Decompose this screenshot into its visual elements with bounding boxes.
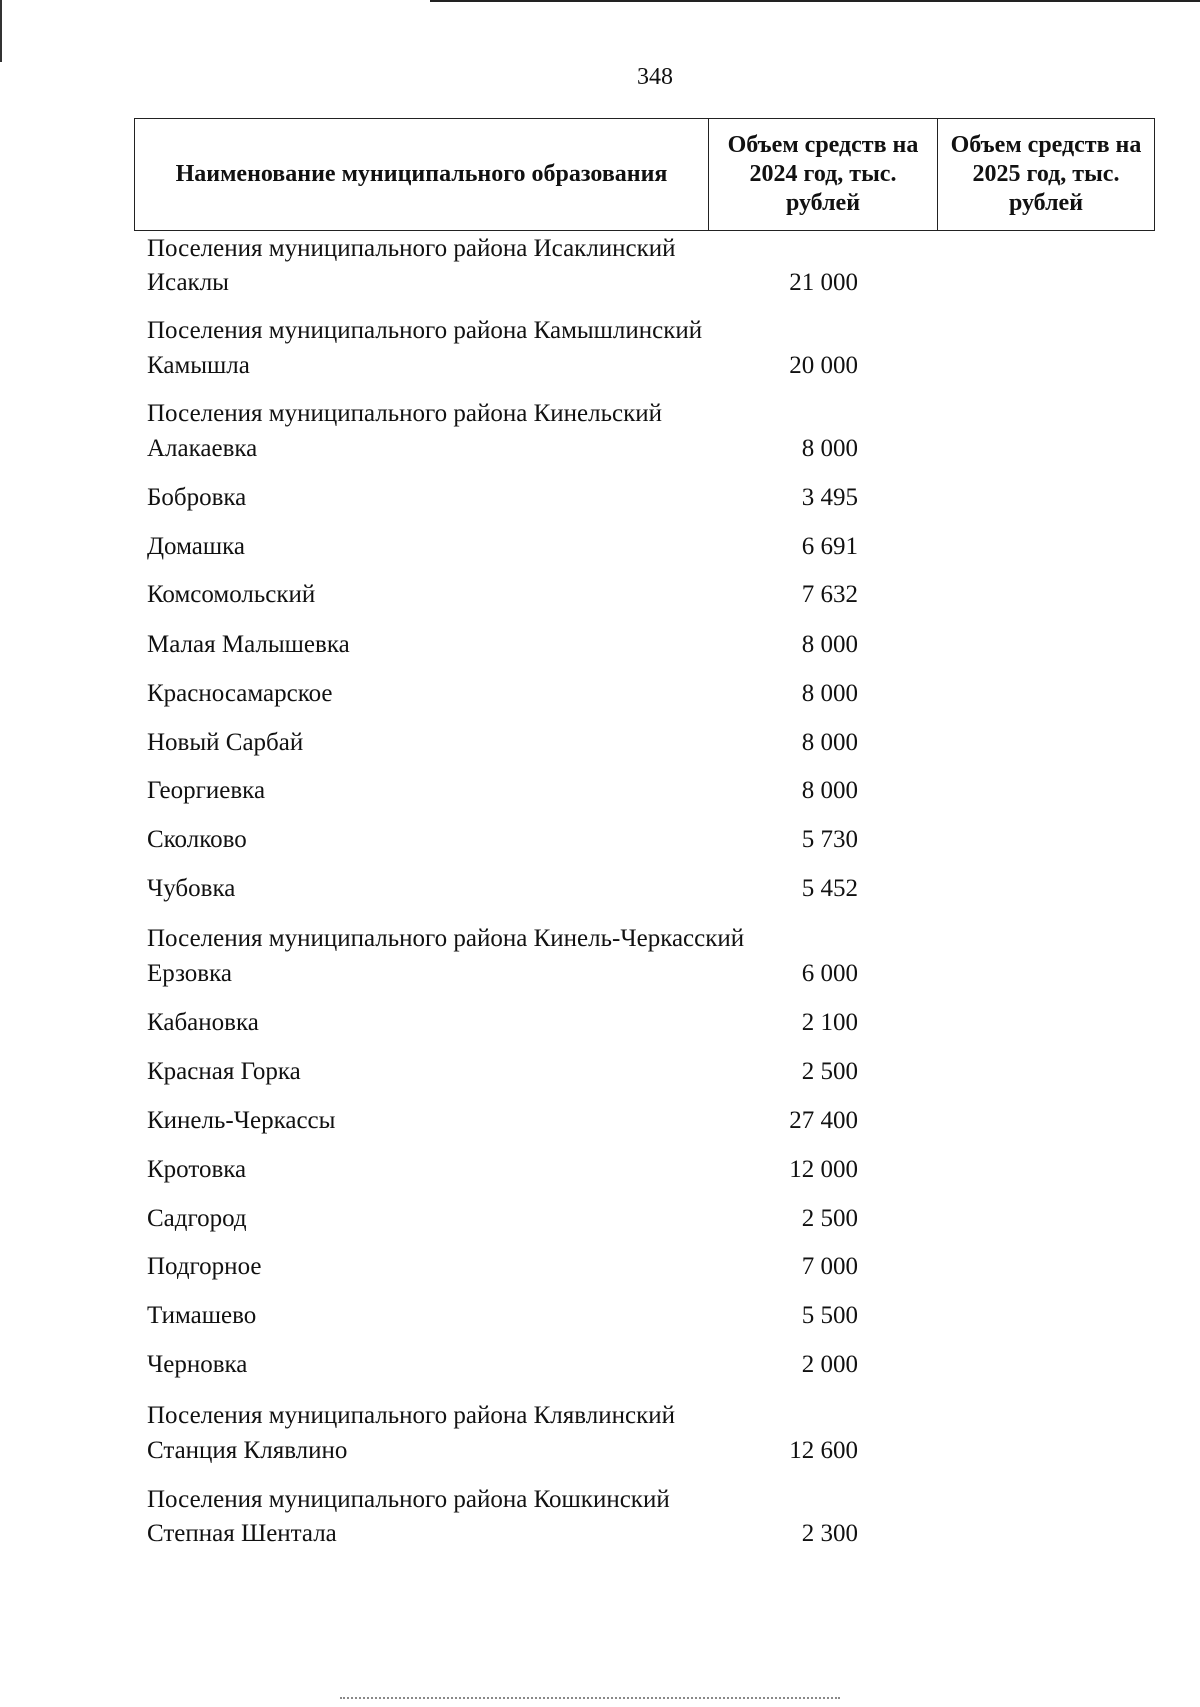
group-header-row bbox=[0, 316, 1200, 346]
value-2024: 2 100 bbox=[801, 1009, 858, 1036]
settlement-name: Кинель-Черкассы bbox=[147, 1107, 336, 1134]
value-2024: 8 000 bbox=[801, 680, 858, 707]
page-number: 348 bbox=[637, 64, 673, 90]
value-2024: 8 000 bbox=[801, 777, 858, 804]
table-row bbox=[0, 434, 1200, 464]
value-2024: 2 300 bbox=[801, 1520, 858, 1547]
group-header-row bbox=[0, 1401, 1200, 1431]
value-2024: 2 500 bbox=[801, 1058, 858, 1085]
table-header bbox=[134, 118, 1155, 231]
column-header-name: Наименование муниципального образования bbox=[135, 119, 709, 231]
table-row bbox=[0, 1155, 1200, 1185]
value-2024: 21 000 bbox=[789, 269, 858, 296]
column-header-2024: Объем средств на 2024 год, тыс. рублей bbox=[709, 119, 938, 231]
settlement-name: Кротовка bbox=[147, 1156, 247, 1183]
value-2024: 8 000 bbox=[801, 729, 858, 756]
value-2024: 5 452 bbox=[801, 875, 858, 902]
settlement-name: Алакаевка bbox=[147, 435, 258, 462]
group-header-row bbox=[0, 924, 1200, 954]
settlement-name: Черновка bbox=[147, 1351, 248, 1378]
table-row bbox=[0, 1008, 1200, 1038]
table-row bbox=[0, 630, 1200, 660]
value-2024: 8 000 bbox=[801, 631, 858, 658]
settlement-name: Тимашево bbox=[147, 1302, 257, 1329]
scan-edge-left bbox=[0, 0, 2, 62]
settlement-name: Красносамарское bbox=[147, 680, 333, 707]
group-title: Поселения муниципального района Клявлинский bbox=[147, 1402, 675, 1429]
table-row bbox=[0, 1252, 1200, 1282]
settlement-name: Камышла bbox=[147, 352, 250, 379]
settlement-name: Домашка bbox=[147, 533, 245, 560]
table-row bbox=[0, 776, 1200, 806]
table-row bbox=[0, 959, 1200, 989]
table-row bbox=[0, 1350, 1200, 1380]
value-2024: 2 000 bbox=[801, 1351, 858, 1378]
value-2024: 5 500 bbox=[801, 1302, 858, 1329]
settlement-name: Кабановка bbox=[147, 1009, 259, 1036]
value-2024: 2 500 bbox=[801, 1205, 858, 1232]
table-row bbox=[0, 1106, 1200, 1136]
value-2024: 7 632 bbox=[801, 581, 858, 608]
settlement-name: Садгород bbox=[147, 1205, 247, 1232]
table-row bbox=[0, 679, 1200, 709]
settlement-name: Степная Шентала bbox=[147, 1520, 337, 1547]
table-row bbox=[0, 532, 1200, 562]
group-title: Поселения муниципального района Исаклинский bbox=[147, 235, 676, 262]
settlement-name: Комсомольский bbox=[147, 581, 316, 608]
settlement-name: Чубовка bbox=[147, 875, 236, 902]
table-row bbox=[0, 728, 1200, 758]
scan-edge-bottom bbox=[340, 1697, 840, 1699]
settlement-name: Исаклы bbox=[147, 269, 229, 296]
settlement-name: Бобровка bbox=[147, 484, 247, 511]
table-row bbox=[0, 1204, 1200, 1234]
settlement-name: Новый Сарбай bbox=[147, 729, 304, 756]
settlement-name: Подгорное bbox=[147, 1253, 262, 1280]
column-header-2025: Объем средств на 2025 год, тыс. рублей bbox=[938, 119, 1155, 231]
group-header-row bbox=[0, 399, 1200, 429]
value-2024: 20 000 bbox=[789, 352, 858, 379]
table-row bbox=[0, 580, 1200, 610]
value-2024: 27 400 bbox=[789, 1107, 858, 1134]
table-row bbox=[0, 1519, 1200, 1549]
group-title: Поселения муниципального района Камышлинский bbox=[147, 317, 703, 344]
table-row bbox=[0, 268, 1200, 298]
group-header-row bbox=[0, 234, 1200, 264]
settlement-name: Георгиевка bbox=[147, 777, 266, 804]
table-row bbox=[0, 874, 1200, 904]
value-2024: 6 000 bbox=[801, 960, 858, 987]
table-row bbox=[0, 483, 1200, 513]
value-2024: 8 000 bbox=[801, 435, 858, 462]
group-title: Поселения муниципального района Кинельский bbox=[147, 400, 663, 427]
value-2024: 3 495 bbox=[801, 484, 858, 511]
table-row bbox=[0, 1301, 1200, 1331]
scan-edge-top bbox=[430, 0, 1200, 2]
value-2024: 12 600 bbox=[789, 1437, 858, 1464]
settlement-name: Станция Клявлино bbox=[147, 1437, 348, 1464]
group-title: Поселения муниципального района Кинель-Черкасский bbox=[147, 925, 745, 952]
value-2024: 5 730 bbox=[801, 826, 858, 853]
value-2024: 12 000 bbox=[789, 1156, 858, 1183]
settlement-name: Красная Горка bbox=[147, 1058, 301, 1085]
table-row bbox=[0, 351, 1200, 381]
value-2024: 6 691 bbox=[801, 533, 858, 560]
group-header-row bbox=[0, 1485, 1200, 1515]
table-row bbox=[0, 1436, 1200, 1466]
table-row bbox=[0, 1057, 1200, 1087]
value-2024: 7 000 bbox=[801, 1253, 858, 1280]
table-row bbox=[0, 825, 1200, 855]
settlement-name: Малая Малышевка bbox=[147, 631, 350, 658]
settlement-name: Ерзовка bbox=[147, 960, 232, 987]
group-title: Поселения муниципального района Кошкинский bbox=[147, 1486, 670, 1513]
settlement-name: Сколково bbox=[147, 826, 247, 853]
